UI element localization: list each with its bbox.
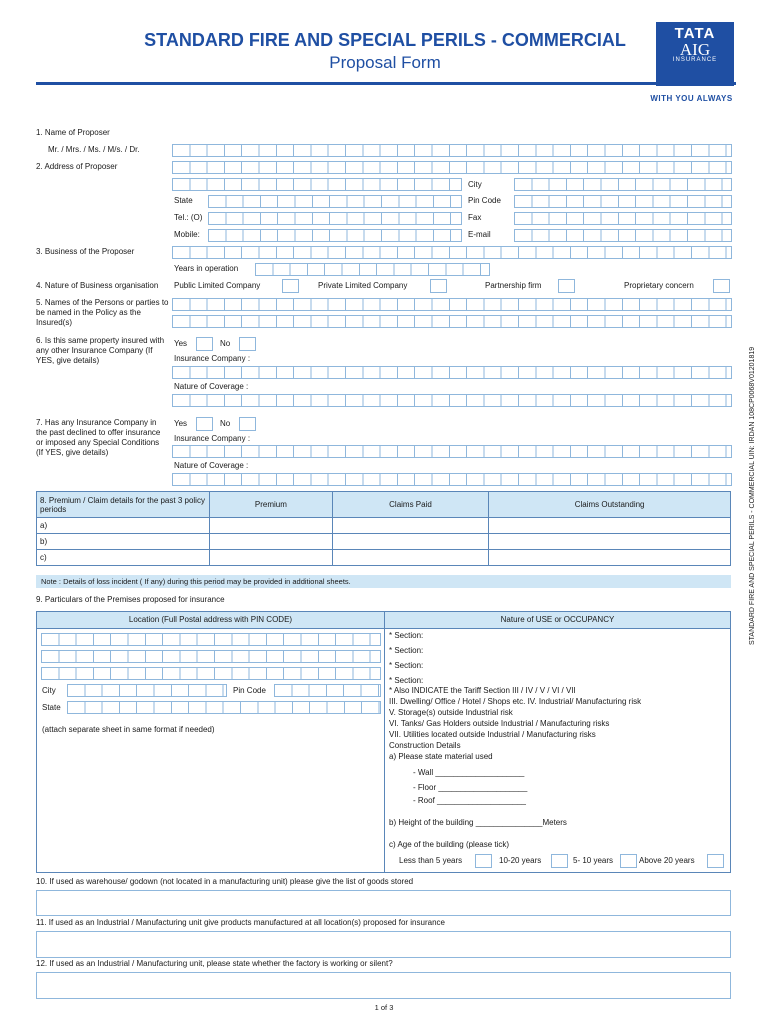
pin-label: Pin Code [468,196,501,205]
tariff-line-2: V. Storage(s) outside Industrial risk [389,708,513,717]
insured-names-field-1[interactable] [172,298,732,311]
q6-yes-label: Yes [174,339,188,348]
location-line3-field[interactable] [41,667,381,680]
premises-section [36,611,731,873]
table-cell[interactable] [489,518,731,534]
address-line2-field[interactable] [172,178,462,191]
q7-no-checkbox[interactable] [239,417,256,431]
tata-aig-logo: TATA AIG INSURANCE [656,22,734,86]
form-title: STANDARD FIRE AND SPECIAL PERILS - COMMERCIAL [144,30,626,50]
row-label: c) [37,550,210,566]
fax-field[interactable] [514,212,732,225]
q2-label: 2. Address of Proposer [36,162,118,171]
tariff-line-3: VI. Tanks/ Gas Holders outside Industrial / Manufacturing risks [389,719,610,728]
q6-company-field[interactable] [172,366,732,379]
age-opt3-checkbox[interactable] [620,854,637,868]
header-rule [36,82,736,85]
tel-label: Tel.: (O) [174,213,203,222]
height-field[interactable]: b) Height of the building _______________Meters [389,818,567,827]
wall-field[interactable]: - Wall ____________________ [413,768,525,777]
q6-yes-checkbox[interactable] [196,337,213,351]
loc-city-label: City [42,686,56,695]
side-uin-text: STANDARD FIRE AND SPECIAL PERILS - COMMERCIAL UIN: IRDAN 108CP0068V01201819 [749,346,756,645]
q7-yes-label: Yes [174,419,188,428]
table-header: Claims Paid [332,492,488,518]
years-field[interactable] [255,263,490,276]
attach-note: (attach separate sheet in same format if needed) [42,725,215,734]
q6-no-checkbox[interactable] [239,337,256,351]
table-cell[interactable] [489,550,731,566]
loc-city-field[interactable] [67,684,227,697]
age-opt2-checkbox[interactable] [551,854,568,868]
opt-private-checkbox[interactable] [430,279,447,293]
mobile-label: Mobile: [174,230,200,239]
email-field[interactable] [514,229,732,242]
q7-coverage-label: Nature of Coverage : [174,461,249,470]
section-2-label: * Section: [389,646,424,655]
material-label: a) Please state material used [389,752,493,761]
years-label: Years in operation [174,264,239,273]
q3-label: 3. Business of the Proposer [36,247,135,256]
construction-label: Construction Details [389,741,461,750]
age-opt1-label: Less than 5 years [399,856,463,865]
q12-label: 12. If used as an Industrial / Manufacturing unit, please state whether the factory is working or silent? [36,959,393,968]
floor-field[interactable]: - Floor ____________________ [413,783,528,792]
opt-public-checkbox[interactable] [282,279,299,293]
q6-coverage-label: Nature of Coverage : [174,382,249,391]
location-line2-field[interactable] [41,650,381,663]
age-opt1-checkbox[interactable] [475,854,492,868]
opt-public-label: Public Limited Company [174,281,261,290]
premium-claims-table [36,491,731,566]
tagline: WITH YOU ALWAYS [650,94,733,103]
location-line1-field[interactable] [41,633,381,646]
address-line1-field[interactable] [172,161,732,174]
salutation-label: Mr. / Mrs. / Ms. / M/s. / Dr. [48,145,140,154]
table-row [37,518,731,534]
q10-label: 10. If used as warehouse/ godown (not located in a manufacturing unit) please give the list of goods stored [36,877,414,886]
table-cell[interactable] [210,534,333,550]
section-1-label: * Section: [389,631,424,640]
state-field[interactable] [208,195,462,208]
goods-stored-field[interactable] [36,890,731,916]
section-4-label: * Section: [389,676,424,685]
mobile-field[interactable] [208,229,462,242]
products-field[interactable] [36,931,731,958]
city-field[interactable] [514,178,732,191]
opt-proprietary-checkbox[interactable] [713,279,730,293]
factory-status-field[interactable] [36,972,731,999]
tariff-line-1: III. Dwelling/ Office / Hotel / Shops etc. IV. Industrial/ Manufacturing risk [389,697,642,706]
section-3-label: * Section: [389,661,424,670]
table-cell[interactable] [332,534,488,550]
column-divider [384,612,385,872]
insured-names-field-2[interactable] [172,315,732,328]
age-opt3-label: 5- 10 years [573,856,614,865]
q7-company-field[interactable] [172,445,732,458]
city-label: City [468,180,482,189]
loc-pin-label: Pin Code [233,686,266,695]
occupancy-header: Nature of USE or OCCUPANCY [385,612,730,629]
location-header: Location (Full Postal address with PIN CODE) [37,612,384,629]
opt-private-label: Private Limited Company [318,281,408,290]
q4-label: 4. Nature of Business organisation [36,281,159,290]
loc-pin-field[interactable] [274,684,381,697]
opt-proprietary-label: Proprietary concern [624,281,694,290]
form-subtitle: Proposal Form [329,53,441,72]
table-row [37,534,731,550]
loss-note: Note : Details of loss incident ( If any) during this period may be provided in additional sheets. [36,575,731,588]
q7-label: 7. Has any Insurance Company in the past declined to offer insurance or imposed any Special Conditions (If YES, give details) [36,418,161,457]
page-number: 1 of 3 [374,1003,394,1012]
q9-label: 9. Particulars of the Premises proposed for insurance [36,595,225,604]
q7-coverage-field[interactable] [172,473,732,486]
q6-label: 6. Is this same property insured with any other Insurance Company (If YES, give details) [36,336,165,365]
age-opt4-checkbox[interactable] [707,854,724,868]
pin-field[interactable] [514,195,732,208]
q6-coverage-field[interactable] [172,394,732,407]
email-label: E-mail [468,230,491,239]
age-opt2-label: 10-20 years [499,856,542,865]
tel-field[interactable] [208,212,462,225]
q6-company-label: Insurance Company : [174,354,251,363]
table-cell[interactable] [210,550,333,566]
q1-label: 1. Name of Proposer [36,128,110,137]
loc-state-label: State [42,703,61,712]
q7-no-label: No [220,419,231,428]
table-cell[interactable] [332,518,488,534]
name-field[interactable] [172,144,732,157]
roof-field[interactable]: - Roof ____________________ [413,796,526,805]
q11-label: 11. If used as an Industrial / Manufacturing unit give products manufactured at all location(s) proposed for insurance [36,918,445,927]
table-header: 8. Premium / Claim details for the past 3 policy periods [37,492,210,518]
business-field[interactable] [172,246,732,259]
q6-no-label: No [220,339,231,348]
table-row [37,550,731,566]
age-opt4-label: Above 20 years [639,856,695,865]
table-cell[interactable] [210,518,333,534]
q5-label: 5. Names of the Persons or parties to be named in the Policy as the Insured(s) [36,298,169,327]
indicate-text: * Also INDICATE the Tariff Section III / IV / V / VI / VII [389,686,576,695]
row-label: a) [37,518,210,534]
q7-company-label: Insurance Company : [174,434,251,443]
state-label: State [174,196,193,205]
table-cell[interactable] [332,550,488,566]
fax-label: Fax [468,213,482,222]
table-header: Premium [210,492,333,518]
q7-yes-checkbox[interactable] [196,417,213,431]
row-label: b) [37,534,210,550]
opt-partnership-label: Partnership firm [485,281,542,290]
loc-state-field[interactable] [67,701,381,714]
age-label: c) Age of the building (please tick) [389,840,510,849]
table-cell[interactable] [489,534,731,550]
tariff-line-4: VII. Utilities located outside Industrial / Manufacturing risks [389,730,596,739]
table-header: Claims Outstanding [489,492,731,518]
opt-partnership-checkbox[interactable] [558,279,575,293]
